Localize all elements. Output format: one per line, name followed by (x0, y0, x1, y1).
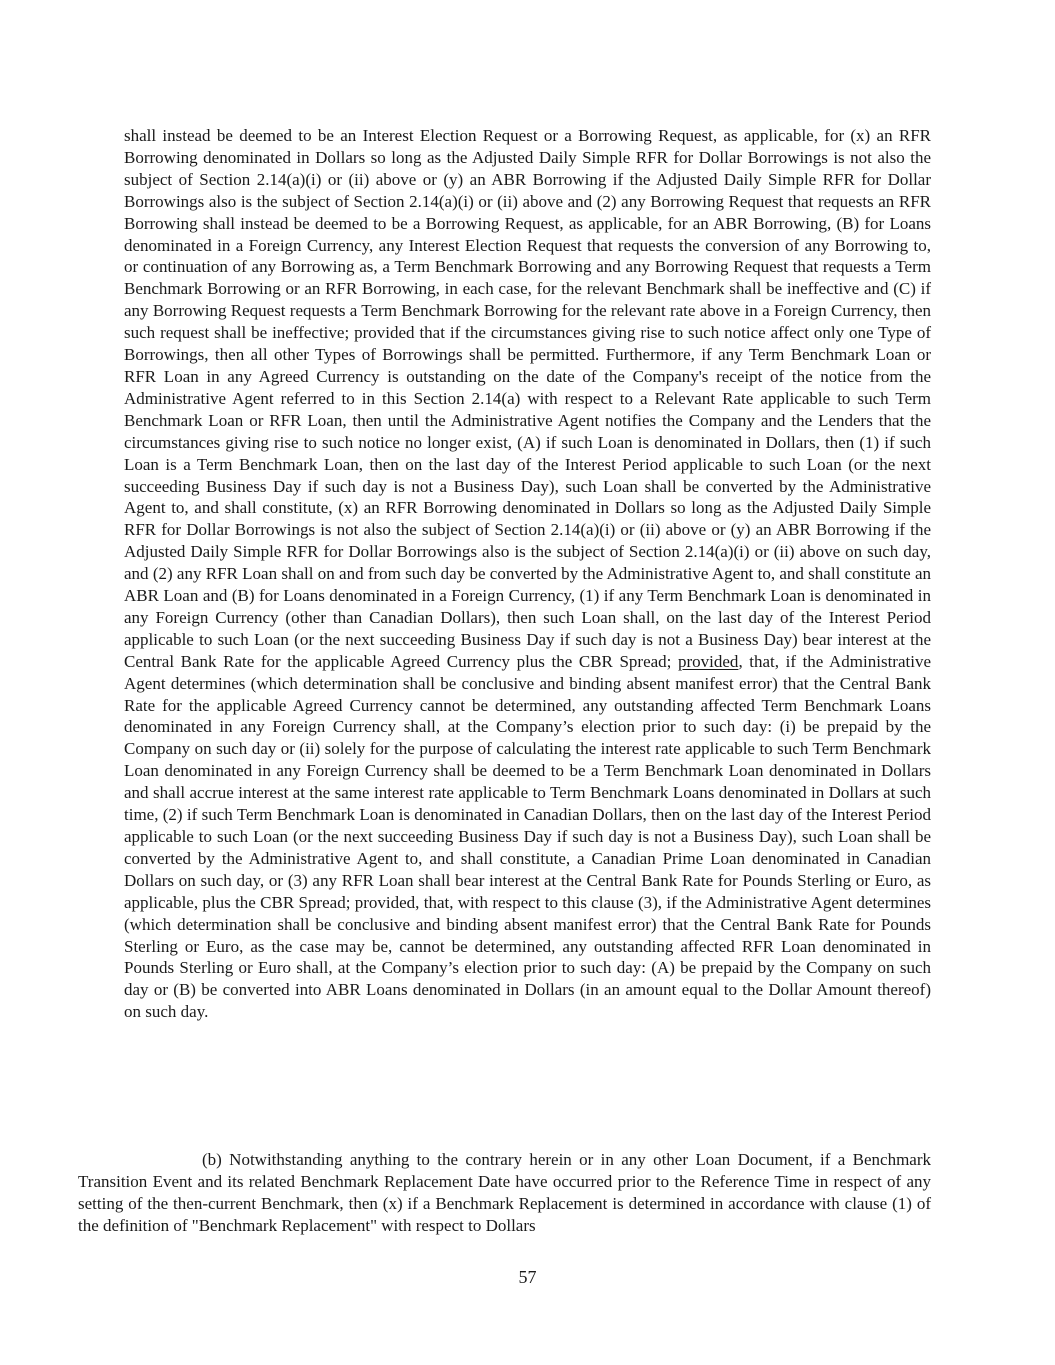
body-paragraph-b: (b) Notwithstanding anything to the contrary herein or in any other Loan Document, if a Benchmark Transition Event and its related Benchmark Replacement Date have occurred prior to the Reference Time in respect of any setting of the then-current Benchmark, then (x) if a Benchmark Replacement is determined in accordance with clause (1) of the definition of "Benchmark Replacement" with respect to Dollars (78, 1150, 931, 1235)
body-paragraph-continued (124, 125, 931, 1023)
paragraph-text-part1: shall instead be deemed to be an Interest Election Request or a Borrowing Request, as applicable, for (x) an RFR Borrowing denominated in Dollars so long as the Adjusted Daily Simple RFR for Dollar Borrowings is not also the subject of Section 2.14(a)(i) or (ii) above or (y) an ABR Borrowing if the Adjusted Daily Simple RFR for Dollar Borrowings also is the subject of Section 2.14(a)(i) or (ii) above and (2) any Borrowing Request that requests an RFR Borrowing shall instead be deemed to be a Borrowing Request, as applicable, for an ABR Borrowing, (B) for Loans denominated in a Foreign Currency, any Interest Election Request that requests the conversion of any Borrowing to, or continuation of any Borrowing as, a Term Benchmark Borrowing and any Borrowing Request that requests a Term Benchmark Borrowing or an RFR Borrowing, in each case, for the relevant Benchmark shall be ineffective and (C) if any Borrowing Request requests a Term Benchmark Borrowing for the relevant rate above in a Foreign Currency, then such request shall be ineffective; provided that if the circumstances giving rise to such notice affect only one Type of Borrowings, then all other Types of Borrowings shall be permitted. Furthermore, if any Term Benchmark Loan or RFR Loan in any Agreed Currency is outstanding on the date of the Company's receipt of the notice from the Administrative Agent referred to in this Section 2.14(a) with respect to a Relevant Rate applicable to such Term Benchmark Loan or RFR Loan, then until the Administrative Agent notifies the Company and the Lenders that the circumstances giving rise to such notice no longer exist, (A) if such Loan is denominated in Dollars, then (1) if such Loan is a Term Benchmark Loan, then on the last day of the Interest Period applicable to such Loan (or the next succeeding Business Day if such day is not a Business Day), such Loan shall be converted by the Administrative Agent to, and shall constitute, (x) an RFR Borrowing denominated in Dollars so long as the Adjusted Daily Simple RFR for Dollar Borrowings is not also the subject of Section 2.14(a)(i) or (ii) above or (y) an ABR Borrowing if the Adjusted Daily Simple RFR for Dollar Borrowings also is the subject of Section 2.14(a)(i) or (ii) above on such day, and (2) any RFR Loan shall on and from such day be converted by the Administrative Agent to, and shall constitute an ABR Loan and (B) for Loans denominated in a Foreign Currency, (1) if any Term Benchmark Loan is denominated in any Foreign Currency (other than Canadian Dollars), then such Loan shall, on the last day of the Interest Period applicable to such Loan (or the next succeeding Business Day if such day is not a Business Day) bear interest at the Central Bank Rate for the applicable Agreed Currency plus the CBR Spread; (124, 126, 931, 671)
underlined-term-provided: provided (678, 651, 739, 671)
paragraph-text-part2: , that, if the Administrative Agent determines (which determination shall be conclusive and binding absent manifest error) that the Central Bank Rate for the applicable Agreed Currency cannot be determined, any outstanding affected Term Benchmark Loans denominated in any Foreign Currency shall, at the Company’s election prior to such day: (i) be prepaid by the Company on such day or (ii) solely for the purpose of calculating the interest rate applicable to such Term Benchmark Loan denominated in any Foreign Currency shall be deemed to be a Term Benchmark Loan denominated in Dollars and shall accrue interest at the same interest rate applicable to Term Benchmark Loans denominated in Dollars at such time, (2) if such Term Benchmark Loan is denominated in Canadian Dollars, then on the last day of the Interest Period applicable to such Loan (or the next succeeding Business Day if such day is not a Business Day), such Loan shall be converted by the Administrative Agent to, and shall constitute, a Canadian Prime Loan denominated in Canadian Dollars on such day, or (3) any RFR Loan shall bear interest at the Central Bank Rate for Pounds Sterling or Euro, as applicable, plus the CBR Spread; provided, that, with respect to this clause (3), if the Administrative Agent determines (which determination shall be conclusive and binding absent manifest error) that the Central Bank Rate for Pounds Sterling or Euro, as the case may be, cannot be determined, any outstanding affected RFR Loan denominated in Pounds Sterling or Euro shall, at the Company’s election prior to such day: (A) be prepaid by the Company on such day or (B) be converted into ABR Loans denominated in Dollars (in an amount equal to the Dollar Amount thereof) on such day. (124, 651, 931, 1022)
page-number: 57 (518, 1267, 537, 1287)
